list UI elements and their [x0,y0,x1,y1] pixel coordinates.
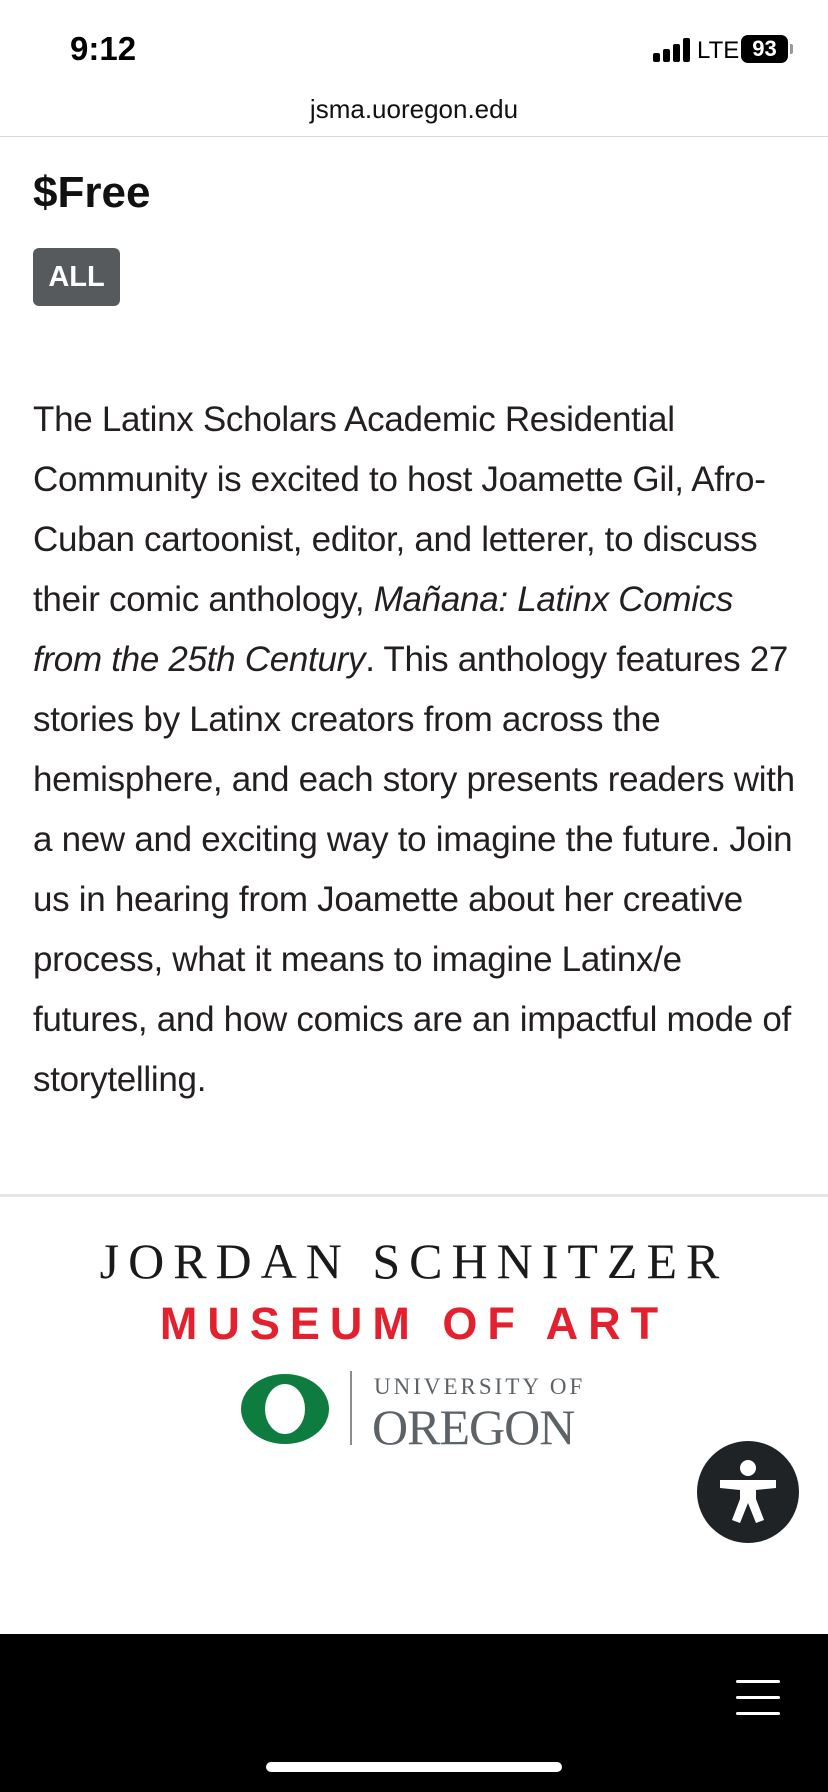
anthology-title: Mañana: Latinx Comics from the 25th Century [33,580,734,679]
accessibility-icon [697,1441,799,1543]
description-text-2: . This anthology features 27 stories by Latinx creators from across the hemisphere, and each story presents readers with a new and exciting way to imagine the future. Join us in hearing from Joamette about her creative process, what it means to imagine Latinx/e futures, and how comics are an impactful mode of storytelling. [33,640,795,1099]
bottom-bar [0,1634,828,1792]
menu-line [736,1680,780,1683]
audience-badge: ALL [33,248,120,306]
hamburger-menu-button[interactable] [732,1676,784,1720]
battery-icon [741,35,788,63]
event-price: $Free [33,168,151,217]
logo-separator [350,1371,352,1445]
footer-divider [0,1194,828,1197]
address-bar[interactable] [0,92,828,137]
network-type: LTE [697,37,740,64]
event-description [33,390,803,1110]
signal-strength-icon [653,38,691,62]
description-text-1: The Latinx Scholars Academic Residential Community is excited to host Joamette Gil, Afro-Cuban cartoonist, editor, and letterer, to discuss their comic anthology, [33,400,766,619]
menu-line [736,1696,780,1699]
logo-jordan-schnitzer: JORDAN SCHNITZER [99,1233,729,1289]
logo-university-of: UNIVERSITY OF [374,1374,586,1399]
accessibility-button[interactable] [697,1441,799,1543]
menu-line [736,1712,780,1715]
battery-level: 93 [752,36,777,61]
battery-nub [790,44,793,54]
logo-oregon: OREGON [372,1399,575,1455]
status-time: 9:12 [70,30,137,67]
status-bar [0,0,828,92]
url-text[interactable]: jsma.uoregon.edu [309,94,519,124]
logo-museum-of-art: MUSEUM OF ART [159,1298,669,1349]
oregon-o-icon [240,1373,330,1445]
home-indicator[interactable] [266,1762,562,1772]
